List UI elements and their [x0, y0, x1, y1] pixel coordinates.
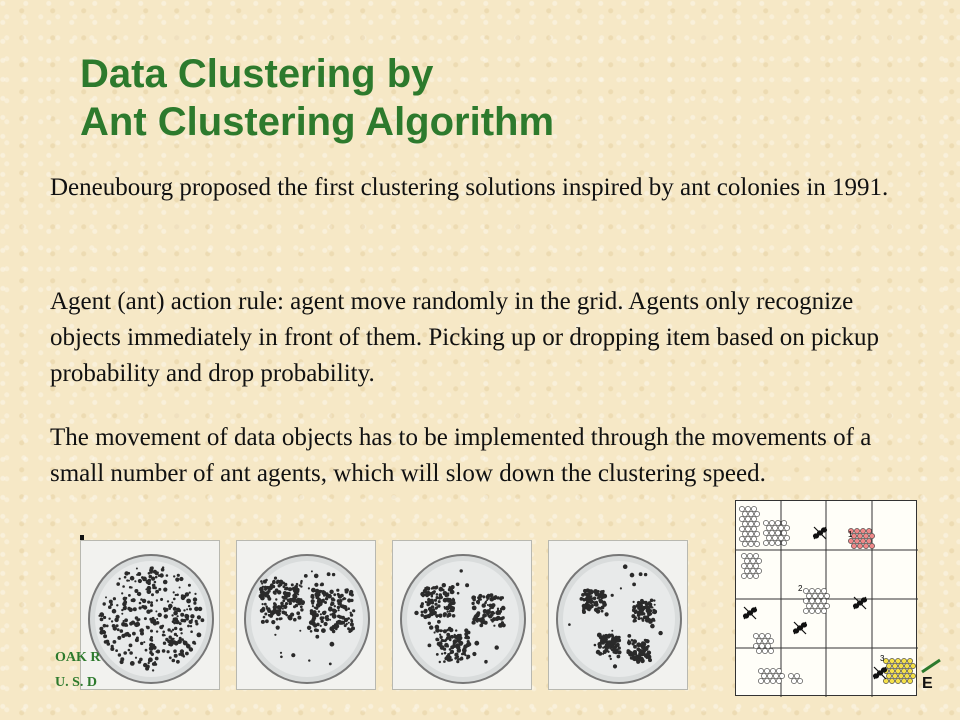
petri-dish-photo-1 — [80, 540, 220, 690]
grid-label-1: 1 — [848, 530, 853, 539]
title-line-1: Data Clustering by — [80, 52, 434, 96]
title-line-2: Ant Clustering Algorithm — [80, 100, 555, 144]
footer-org-line-1: OAK R — [55, 650, 101, 665]
petri-dish-3-image — [393, 541, 533, 691]
ant-grid-diagram — [736, 501, 918, 697]
petri-dish-4-image — [549, 541, 689, 691]
paragraph-movement: The movement of data objects has to be implemented through the movements of a small number of ant agents, which will slow down the clustering speed. — [50, 424, 872, 487]
petri-dish-1-image — [81, 541, 221, 691]
petri-dish-2-image — [237, 541, 377, 691]
logo-fragment-icon — [918, 650, 946, 690]
grid-label-3: 3 — [880, 654, 885, 663]
petri-dish-photo-2 — [236, 540, 376, 690]
footer-org-line-2: U. S. D — [55, 675, 98, 690]
paragraph-action-rule: Agent (ant) action rule: agent move randomly in the grid. Agents only recognize objects immediately in front of them. Picking up or dropping item based on pickup probability and drop probability. — [50, 288, 880, 387]
paragraph-deneubourg: Deneubourg proposed the first clustering solutions inspired by ant colonies in 1991. — [50, 174, 889, 201]
petri-dish-photo-3 — [392, 540, 532, 690]
petri-dish-photo-4 — [548, 540, 688, 690]
grid-label-2: 2 — [798, 584, 803, 593]
slide-title — [80, 50, 554, 146]
svg-text:E: E — [922, 675, 933, 690]
ant-grid-figure — [735, 500, 917, 696]
